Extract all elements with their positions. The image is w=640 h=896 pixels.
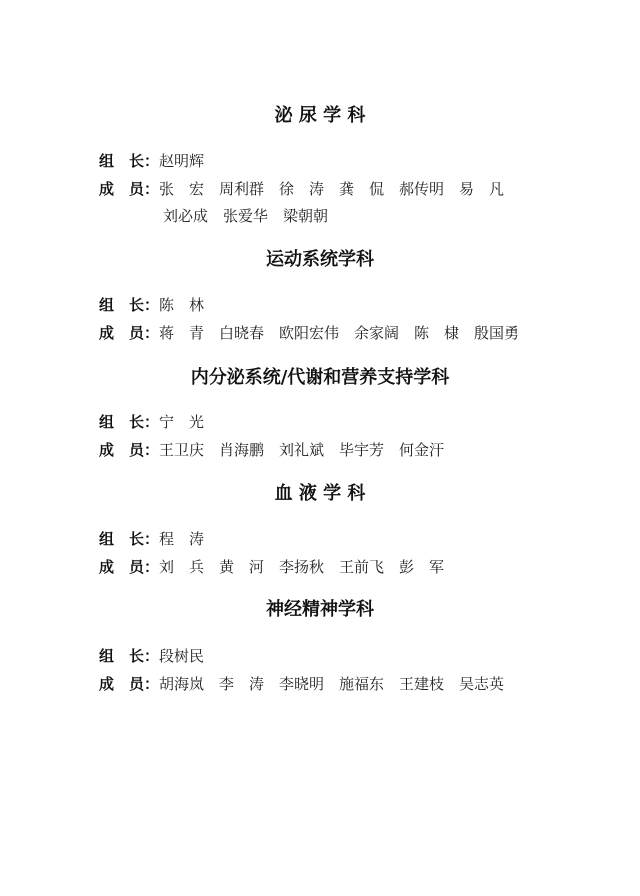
leader-name: 陈 林 — [159, 296, 205, 314]
leader-row — [99, 294, 204, 316]
leader-row — [99, 645, 204, 667]
leader-label: 组 长： — [99, 296, 160, 314]
members-row-continued — [163, 205, 328, 227]
members-label: 成 员： — [99, 324, 160, 342]
members-label: 成 员： — [99, 558, 160, 576]
leader-row — [99, 411, 204, 433]
members-names: 王卫庆 肖海鹏 刘礼斌 毕宇芳 何金汗 — [159, 441, 445, 459]
section-title-urology: 泌 尿 学 科 — [274, 105, 366, 126]
members-names: 张 宏 周利群 徐 涛 龚 侃 郝传明 易 凡 — [159, 180, 505, 198]
leader-label: 组 长： — [99, 530, 160, 548]
section-title-neuropsychiatry: 神经精神学科 — [266, 599, 374, 620]
members-label: 成 员： — [99, 675, 160, 693]
members-label: 成 员： — [99, 180, 160, 198]
leader-row — [99, 150, 204, 172]
members-row — [99, 178, 504, 200]
leader-label: 组 长： — [99, 413, 160, 431]
section-title-motor-system: 运动系统学科 — [266, 249, 374, 270]
leader-name: 赵明辉 — [159, 152, 205, 170]
members-row — [99, 439, 444, 461]
section-title-endocrine: 内分泌系统/代谢和营养支持学科 — [190, 367, 450, 388]
section-title-hematology: 血 液 学 科 — [274, 483, 366, 504]
members-names: 胡海岚 李 涛 李晓明 施福东 王建枝 吴志英 — [159, 675, 505, 693]
leader-row — [99, 528, 204, 550]
members-names: 刘 兵 黄 河 李扬秋 王前飞 彭 军 — [159, 558, 445, 576]
leader-label: 组 长： — [99, 152, 160, 170]
members-row — [99, 322, 519, 344]
leader-name: 段树民 — [159, 647, 205, 665]
leader-label: 组 长： — [99, 647, 160, 665]
members-names-continued: 刘必成 张爱华 梁朝朝 — [163, 207, 329, 225]
members-row — [99, 673, 504, 695]
members-label: 成 员： — [99, 441, 160, 459]
members-names: 蒋 青 白晓春 欧阳宏伟 余家阔 陈 棣 殷国勇 — [159, 324, 520, 342]
leader-name: 宁 光 — [159, 413, 205, 431]
leader-name: 程 涛 — [159, 530, 205, 548]
members-row — [99, 556, 444, 578]
